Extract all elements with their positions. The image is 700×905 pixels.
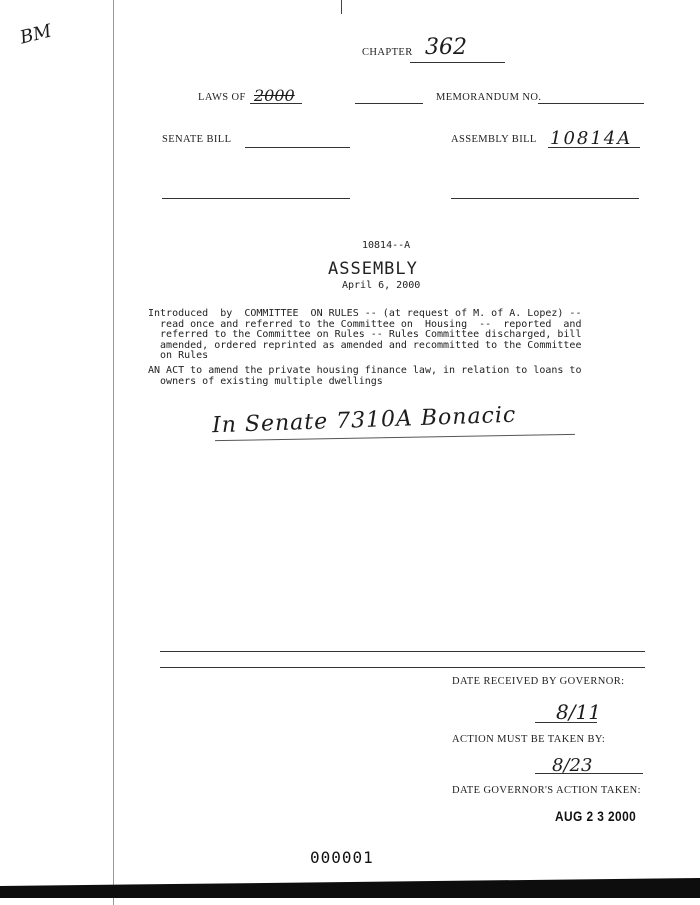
top-center-tick	[341, 0, 342, 14]
chapter-line	[410, 62, 505, 63]
action-taken-stamp: AUG 2 3 2000	[555, 808, 637, 824]
bill-number: 10814--A	[362, 240, 411, 251]
date-received-line	[535, 722, 597, 723]
chapter-label: CHAPTER	[362, 47, 413, 58]
date-received-value: 8/11	[556, 700, 601, 724]
laws-of-extra-line	[355, 103, 423, 104]
divider-line-1	[160, 651, 645, 652]
house-title: ASSEMBLY	[328, 259, 418, 279]
left-margin-line	[113, 0, 114, 905]
scan-bottom-edge	[0, 878, 700, 898]
introduction-line: Introduced by COMMITTEE ON RULES -- (at request of M. of A. Lopez) --	[148, 308, 582, 319]
laws-of-label: LAWS OF	[198, 92, 246, 103]
action-taken-label: DATE GOVERNOR'S ACTION TAKEN:	[452, 785, 641, 796]
senate-bill-label: SENATE BILL	[162, 134, 232, 145]
handwritten-senate-note: In Senate 7310A Bonacic	[211, 402, 517, 439]
act-title-line: owners of existing multiple dwellings	[148, 375, 383, 387]
chapter-value: 362	[425, 35, 467, 60]
act-title-line: AN ACT to amend the private housing finance law, in relation to loans to	[148, 365, 582, 376]
introduction-line: on Rules	[148, 350, 209, 361]
senate-blank-line	[162, 198, 350, 199]
laws-of-line	[250, 103, 302, 104]
date-received-label: DATE RECEIVED BY GOVERNOR:	[452, 676, 625, 687]
introduction-line: amended, ordered reprinted as amended and recommitted to the Committee	[148, 339, 582, 351]
assembly-bill-label: ASSEMBLY BILL	[451, 134, 537, 145]
introduction-block	[148, 309, 648, 362]
assembly-bill-value: 10814A	[550, 128, 633, 149]
margin-initials: BM	[17, 20, 54, 49]
senate-bill-line	[245, 147, 350, 148]
memorandum-label: MEMORANDUM NO.	[436, 92, 542, 103]
action-deadline-label: ACTION MUST BE TAKEN BY:	[452, 734, 606, 745]
introduction-line: referred to the Committee on Rules -- Rules Committee discharged, bill	[148, 329, 582, 340]
bill-date: April 6, 2000	[342, 280, 421, 291]
page-number: 000001	[310, 848, 374, 867]
introduction-line: read once and referred to the Committee on Housing -- reported and	[148, 318, 582, 330]
assembly-bill-line	[548, 147, 640, 148]
assembly-blank-line	[451, 198, 639, 199]
action-deadline-line	[535, 773, 643, 774]
divider-line-2	[160, 667, 645, 668]
memorandum-line	[538, 103, 644, 104]
action-deadline-value: 8/23	[552, 755, 593, 776]
act-title-block	[148, 366, 648, 387]
laws-of-value: 2000	[254, 86, 295, 105]
